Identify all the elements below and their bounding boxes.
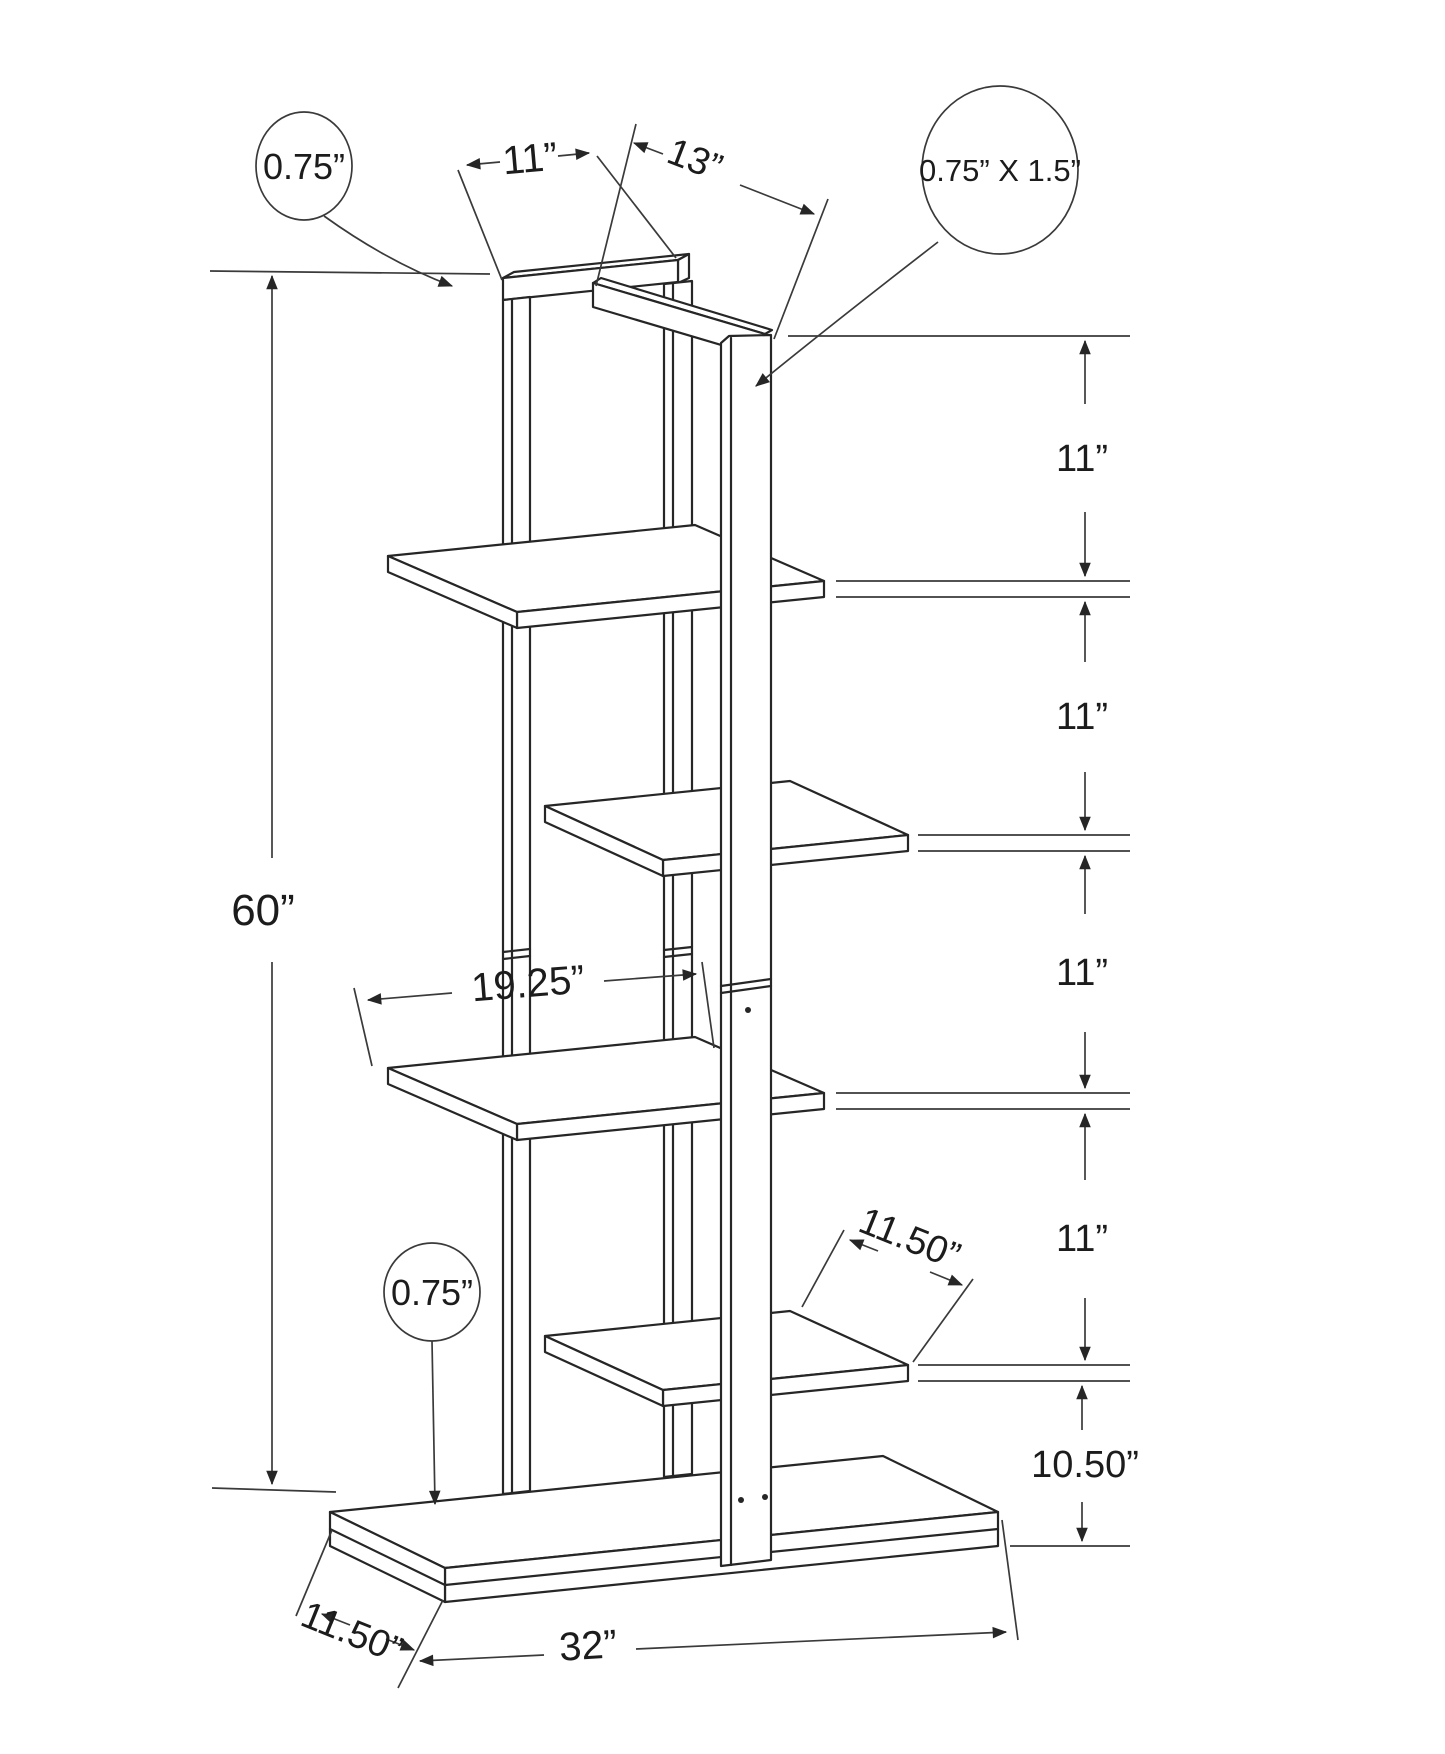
callout-frame-tube (256, 112, 452, 286)
callout-base-thickness (384, 1243, 480, 1504)
screw-hole-dot (762, 1494, 768, 1500)
dim-label-beam-depth: 13” (661, 130, 728, 190)
frame-back-rail (664, 281, 692, 1477)
dim-label-gap-4: 11” (1055, 1218, 1109, 1260)
screw-hole-dot (745, 1007, 751, 1013)
callout-center-post (756, 86, 1081, 386)
dim-label-gap-1: 11” (1055, 438, 1109, 480)
dim-label-shelf-width: 19.25” (469, 957, 587, 1011)
dim-label-gap-2: 11” (1055, 696, 1109, 738)
center-post (721, 335, 771, 1566)
dim-label-shelf-depth: 11.50” (852, 1199, 967, 1278)
base-platform (330, 1456, 998, 1602)
dim-label-base-gap: 10.50” (1031, 1444, 1139, 1486)
callout-label-center-post: 0.75” X 1.5” (919, 153, 1081, 188)
dim-label-total-height: 60” (231, 886, 295, 935)
callout-label-base-thickness: 0.75” (390, 1272, 474, 1313)
dim-label-top-width: 11” (500, 134, 560, 184)
dim-label-base-width: 32” (557, 1622, 619, 1670)
frame-front-rail (503, 297, 530, 1494)
dim-label-base-depth: 11.50” (295, 1593, 409, 1673)
dim-label-gap-3: 11” (1055, 952, 1109, 994)
bookcase-structure (330, 254, 998, 1602)
screw-hole-dot (738, 1497, 744, 1503)
callout-label-frame-tube: 0.75” (262, 146, 346, 187)
